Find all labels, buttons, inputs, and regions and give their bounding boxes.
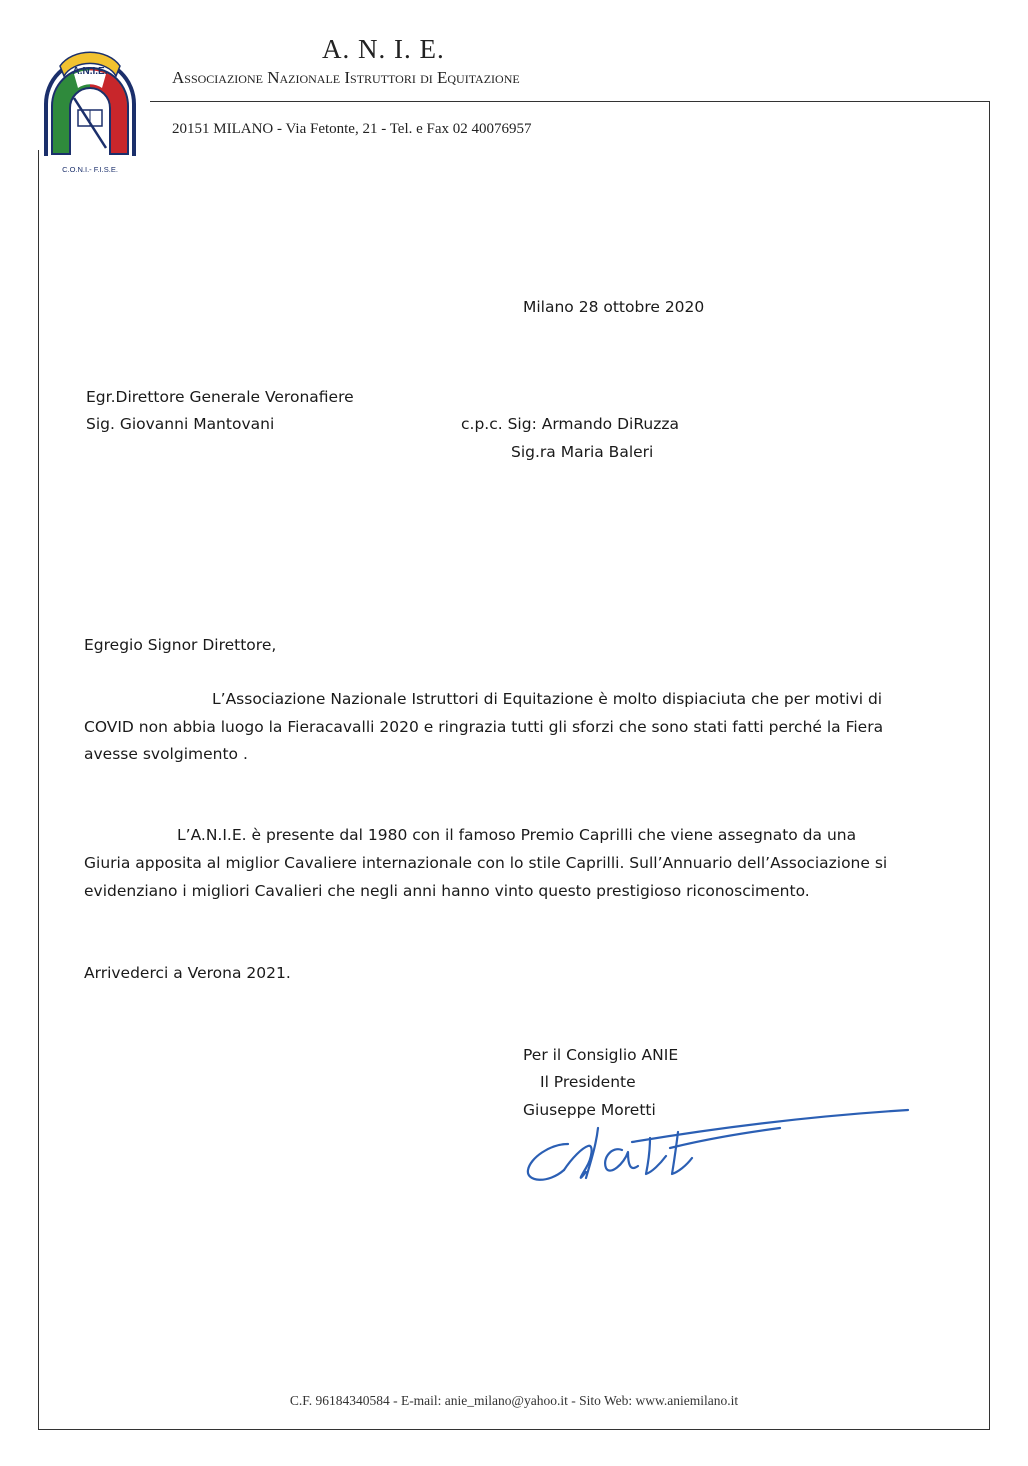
org-address: 20151 MILANO - Via Fetonte, 21 - Tel. e Fax 02 40076957 — [172, 121, 532, 137]
frame-bottom-rule — [38, 1429, 990, 1430]
cc-line-2: Sig.ra Maria Baleri — [511, 443, 654, 461]
paragraph-2-line-2: Giuria apposita al miglior Cavaliere internazionale con lo stile Caprilli. Sull’Annuario dell’Associazione si — [84, 854, 888, 872]
letter-date: Milano 28 ottobre 2020 — [523, 298, 705, 316]
anie-logo — [30, 36, 150, 176]
signoff-line-3: Giuseppe Moretti — [523, 1101, 656, 1119]
paragraph-2-line-3: evidenziano i migliori Cavalieri che negli anni hanno vinto questo prestigioso riconoscimento. — [84, 882, 810, 900]
org-name: Associazione Nazionale Istruttori di Equitazione — [172, 68, 520, 87]
recipient-line-1: Egr.Direttore Generale Veronafiere — [86, 388, 354, 406]
closing: Arrivederci a Verona 2021. — [84, 964, 291, 982]
paragraph-1-line-3: avesse svolgimento . — [84, 745, 248, 763]
paragraph-2-line-1: L’A.N.I.E. è presente dal 1980 con il famoso Premio Caprilli che viene assegnato da una — [177, 826, 857, 844]
recipient-line-2: Sig. Giovanni Mantovani — [86, 415, 275, 433]
frame-top-rule — [150, 101, 990, 102]
signoff-line-1: Per il Consiglio ANIE — [523, 1046, 679, 1064]
salutation: Egregio Signor Direttore, — [84, 636, 277, 654]
paragraph-1-line-2: COVID non abbia luogo la Fieracavalli 2020 e ringrazia tutti gli sforzi che sono stati fatti perché la Fiera — [84, 718, 884, 736]
logo-text: A.N.I.E. — [72, 66, 108, 77]
footer-contact: C.F. 96184340584 - E-mail: anie_milano@yahoo.it - Sito Web: www.aniemilano.it — [289, 1393, 739, 1408]
logo-caption: C.O.N.I.- F.I.S.E. — [62, 165, 118, 174]
org-title: A. N. I. E. — [322, 34, 445, 64]
cc-line-1: c.p.c. Sig: Armando DiRuzza — [461, 415, 680, 433]
paragraph-1-line-1: L’Associazione Nazionale Istruttori di Equitazione è molto dispiaciuta che per motivi di — [212, 690, 883, 708]
frame-right-rule — [989, 101, 990, 1429]
frame-left-rule — [38, 150, 39, 1430]
handwritten-signature — [520, 1098, 910, 1190]
signoff-line-2: Il Presidente — [540, 1073, 636, 1091]
